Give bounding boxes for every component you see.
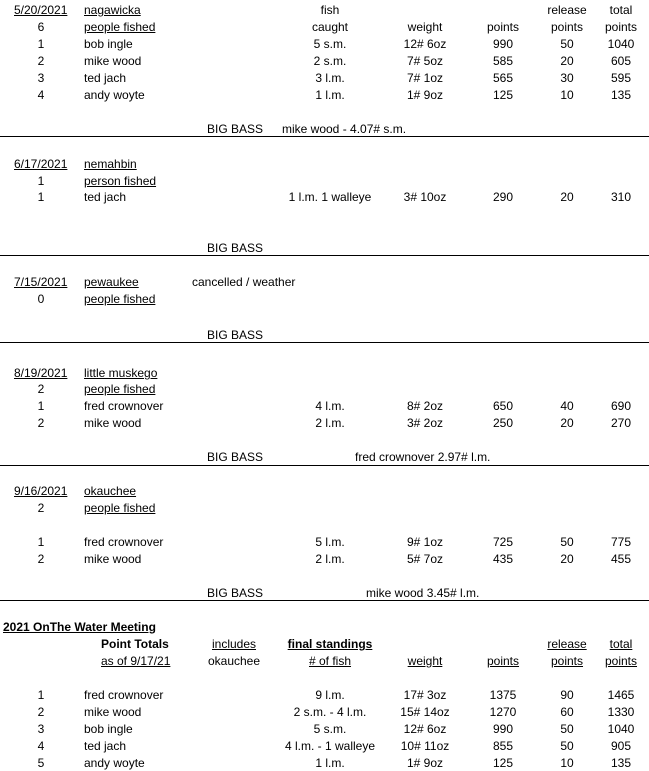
total-points: 690: [610, 399, 632, 413]
people-count: 2: [37, 501, 45, 515]
angler-name: mike wood: [84, 705, 142, 719]
event-date: 7/15/2021: [14, 275, 68, 289]
angler-name: bob ingle: [84, 722, 133, 736]
fish-header: fish: [320, 3, 340, 17]
big-bass-label: BIG BASS: [207, 122, 264, 136]
people-label: people fished: [84, 501, 156, 515]
fish-caught: 5 s.m.: [313, 722, 347, 736]
release-points: 10: [560, 88, 574, 102]
total-points: 905: [610, 739, 632, 753]
weight: 3# 10oz: [403, 190, 447, 204]
people-count: 1: [37, 174, 45, 188]
event-lake: nemahbin: [84, 157, 137, 171]
release-points: 20: [560, 552, 574, 566]
event-lake: little muskego: [84, 366, 158, 380]
big-bass-winner: mike wood 3.45# l.m.: [366, 586, 480, 600]
event-status-note: cancelled / weather: [192, 275, 296, 289]
point-totals-heading: Point Totals: [101, 637, 169, 651]
total-points: 595: [610, 71, 632, 85]
weight: 5# 7oz: [406, 552, 444, 566]
event-date: 5/20/2021: [14, 3, 68, 17]
points: 1375: [489, 688, 517, 702]
event-date: 9/16/2021: [14, 484, 68, 498]
weight: 12# 6oz: [403, 37, 447, 51]
release-header: release: [547, 3, 587, 17]
includes-label: includes: [211, 637, 257, 651]
fish-caught: 4 l.m.: [315, 399, 345, 413]
section-divider: [0, 136, 649, 137]
place: 2: [37, 54, 45, 68]
big-bass-label: BIG BASS: [207, 450, 264, 464]
release-points: 50: [560, 722, 574, 736]
fish-caught: 5 s.m.: [313, 37, 347, 51]
total-points-header: points: [604, 20, 638, 34]
fish-count-header: # of fish: [308, 654, 352, 668]
fish-caught: 1 l.m.: [315, 88, 345, 102]
total-points: 270: [610, 416, 632, 430]
points-header: points: [486, 20, 520, 34]
weight: 9# 1oz: [406, 535, 444, 549]
place: 2: [37, 705, 45, 719]
total-header: total: [609, 3, 633, 17]
points: 725: [492, 535, 514, 549]
fish-caught: 3 l.m.: [315, 71, 345, 85]
fish-caught: 5 l.m.: [315, 535, 345, 549]
release-points-header: points: [550, 20, 584, 34]
angler-name: fred crownover: [84, 535, 164, 549]
people-label: person fished: [84, 174, 157, 188]
total-points: 135: [610, 756, 632, 770]
people-label: people fished: [84, 382, 156, 396]
release-points: 90: [560, 688, 574, 702]
total-points: 775: [610, 535, 632, 549]
angler-name: mike wood: [84, 552, 142, 566]
points-header: points: [486, 654, 520, 668]
release-points-header: points: [550, 654, 584, 668]
place: 1: [37, 399, 45, 413]
fish-caught: 2 l.m.: [315, 552, 345, 566]
total-points: 1465: [607, 688, 635, 702]
weight-header: weight: [407, 20, 443, 34]
total-points-header: points: [604, 654, 638, 668]
fish-caught: 2 s.m.: [313, 54, 347, 68]
weight: 7# 5oz: [406, 54, 444, 68]
as-of-date: as of 9/17/21: [101, 654, 171, 668]
weight: 10# 11oz: [400, 739, 450, 753]
points: 565: [492, 71, 514, 85]
points: 990: [492, 37, 514, 51]
people-count: 0: [37, 292, 45, 306]
big-bass-label: BIG BASS: [207, 328, 264, 342]
angler-name: andy woyte: [84, 88, 145, 102]
total-points: 605: [610, 54, 632, 68]
final-standings-heading: final standings: [287, 637, 373, 651]
big-bass-label: BIG BASS: [207, 586, 264, 600]
total-points: 1330: [607, 705, 635, 719]
release-points: 20: [560, 54, 574, 68]
release-points: 40: [560, 399, 574, 413]
angler-name: fred crownover: [84, 688, 164, 702]
fish-caught: 2 l.m.: [315, 416, 345, 430]
summary-title: 2021 OnThe Water Meeting: [3, 620, 156, 634]
fish-caught: 9 l.m.: [315, 688, 345, 702]
place: 1: [37, 190, 45, 204]
place: 2: [37, 552, 45, 566]
place: 2: [37, 416, 45, 430]
release-points: 30: [560, 71, 574, 85]
release-header: release: [547, 637, 587, 651]
points: 250: [492, 416, 514, 430]
release-points: 50: [560, 535, 574, 549]
release-points: 20: [560, 190, 574, 204]
weight: 1# 9oz: [406, 756, 444, 770]
section-divider: [0, 342, 649, 343]
points: 990: [492, 722, 514, 736]
section-divider: [0, 465, 649, 466]
angler-name: fred crownover: [84, 399, 164, 413]
total-points: 455: [610, 552, 632, 566]
points: 585: [492, 54, 514, 68]
total-points: 1040: [607, 722, 635, 736]
event-lake: nagawicka: [84, 3, 141, 17]
people-count: 6: [37, 20, 45, 34]
release-points: 60: [560, 705, 574, 719]
includes-value: okauchee: [207, 654, 261, 668]
event-date: 6/17/2021: [14, 157, 68, 171]
angler-name: mike wood: [84, 54, 142, 68]
place: 3: [37, 722, 45, 736]
total-points: 310: [610, 190, 632, 204]
place: 3: [37, 71, 45, 85]
angler-name: ted jach: [84, 71, 127, 85]
total-points: 1040: [607, 37, 635, 51]
angler-name: ted jach: [84, 739, 127, 753]
weight: 1# 9oz: [406, 88, 444, 102]
place: 1: [37, 535, 45, 549]
event-date: 8/19/2021: [14, 366, 68, 380]
weight: 12# 6oz: [403, 722, 447, 736]
section-divider: [0, 255, 649, 256]
points: 125: [492, 88, 514, 102]
weight: 15# 14oz: [400, 705, 450, 719]
people-count: 2: [37, 382, 45, 396]
points: 650: [492, 399, 514, 413]
angler-name: andy woyte: [84, 756, 145, 770]
people-label: people fished: [84, 20, 156, 34]
total-points: 135: [610, 88, 632, 102]
place: 1: [37, 37, 45, 51]
fish-caught: 2 s.m. - 4 l.m.: [293, 705, 367, 719]
place: 4: [37, 739, 45, 753]
place: 1: [37, 688, 45, 702]
big-bass-winner: mike wood - 4.07# s.m.: [282, 122, 407, 136]
weight-header: weight: [407, 654, 443, 668]
event-lake: pewaukee: [84, 275, 139, 289]
place: 5: [37, 756, 45, 770]
fish-caught: 1 l.m.: [315, 756, 345, 770]
points: 125: [492, 756, 514, 770]
weight: 8# 2oz: [406, 399, 444, 413]
fish-caught: 1 l.m. 1 walleye: [288, 190, 372, 204]
release-points: 50: [560, 37, 574, 51]
caught-header: caught: [311, 20, 349, 34]
big-bass-label: BIG BASS: [207, 241, 264, 255]
points: 1270: [489, 705, 517, 719]
weight: 17# 3oz: [403, 688, 447, 702]
people-label: people fished: [84, 292, 156, 306]
points: 435: [492, 552, 514, 566]
release-points: 10: [560, 756, 574, 770]
weight: 3# 2oz: [406, 416, 444, 430]
weight: 7# 1oz: [406, 71, 444, 85]
event-lake: okauchee: [84, 484, 137, 498]
points: 290: [492, 190, 514, 204]
place: 4: [37, 88, 45, 102]
section-divider: [0, 600, 649, 601]
angler-name: ted jach: [84, 190, 127, 204]
angler-name: mike wood: [84, 416, 142, 430]
big-bass-winner: fred crownover 2.97# l.m.: [355, 450, 491, 464]
release-points: 20: [560, 416, 574, 430]
release-points: 50: [560, 739, 574, 753]
points: 855: [492, 739, 514, 753]
angler-name: bob ingle: [84, 37, 133, 51]
fish-caught: 4 l.m. - 1 walleye: [284, 739, 376, 753]
total-header: total: [609, 637, 633, 651]
